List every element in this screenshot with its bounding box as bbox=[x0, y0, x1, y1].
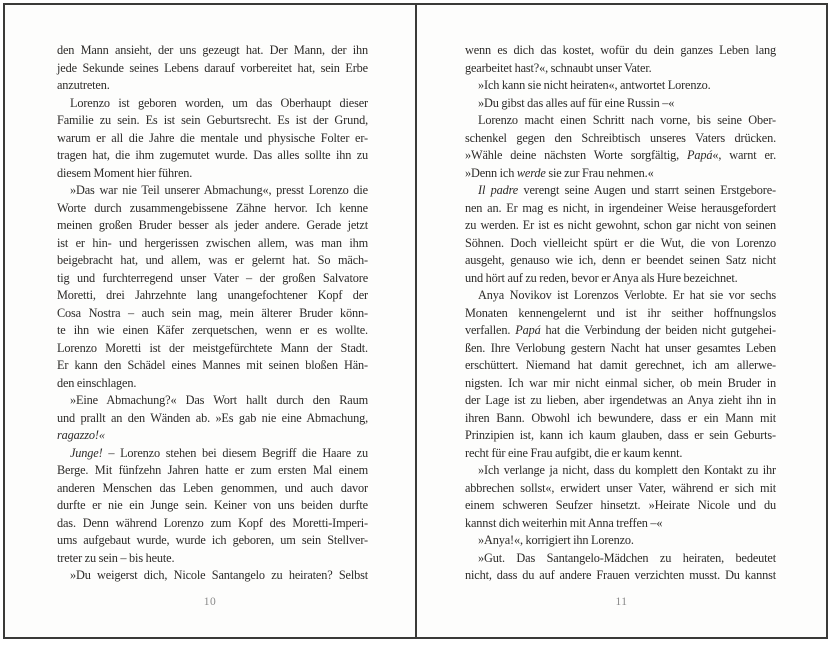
text-line: warum er all die Jahre die mentale und physische Folter er- bbox=[57, 130, 368, 145]
text-line: »Das war nie Teil unserer Abmachung«, presst Lorenzo die bbox=[70, 183, 368, 197]
text-line: ums aufgebaut wurde, wurde ich geboren, um sein Stellver- bbox=[57, 533, 368, 547]
text-line: Berge. Mit fünfzehn Jahren hatte er zum ersten Mal einem bbox=[57, 463, 368, 477]
text-line: jede Sekunde seines Lebens darauf vorbereitet hat, sein Erbe bbox=[57, 60, 368, 75]
text-line: Er kann den Schädel eines Mannes mit seinen bloßen Hän- bbox=[57, 358, 368, 372]
left-page-number: 10 bbox=[203, 596, 217, 608]
text-line: den einschlagen. bbox=[57, 375, 137, 390]
text-line: ihren Bann. Obwohl ich bewundere, dass er ein Mann mit bbox=[465, 410, 776, 425]
text-line: beigebracht hat, und allem, was er gelernt hat. So mäch- bbox=[57, 253, 368, 267]
text-line: wenn es dich das kostet, wofür du dein ganzes Leben lang bbox=[465, 43, 776, 57]
text-line: und hört auf zu reden, bevor er Anya als Hure bezeichnet. bbox=[465, 270, 738, 285]
text-line: »Wähle deine nächsten Worte sorgfältig, Papá«, warnt er. bbox=[465, 148, 776, 162]
text-line: »Anya!«, korrigiert ihn Lorenzo. bbox=[478, 533, 634, 547]
left-page bbox=[5, 5, 415, 637]
text-line: »Eine Abmachung?« Das Wort hallt durch den Raum bbox=[70, 393, 368, 407]
text-line: Familie zu sein. Es ist sein Geburtsrecht. Es ist der Grund, bbox=[57, 113, 368, 127]
text-line: tig und furchterregend unser Vater – der großen Salvatore bbox=[57, 270, 368, 285]
right-page-text bbox=[465, 42, 776, 585]
text-line: Cosa Nostra – auch sein mag, mein älterer Bruder könn- bbox=[57, 305, 368, 320]
text-line: erschüttert. Niemand hat damit gerechnet, ich am allerwe- bbox=[465, 358, 776, 372]
text-line: nen an. Er mag es nicht, in irgendeiner Weise herausgefordert bbox=[465, 200, 776, 215]
text-line: anzutreten. bbox=[57, 78, 110, 92]
text-line: Il padre verengt seine Augen und starrt seinen Erstgebore- bbox=[478, 183, 776, 197]
text-line: Worte durch zusammengebissene Zähne hervor. Ich kenne bbox=[57, 200, 368, 215]
text-line: ausgeht, genauso wie ich, denn er beendet seinen Satz nicht bbox=[465, 253, 776, 267]
text-line: te ihn wie einen Käfer zerquetschen, wenn er es wollte. bbox=[57, 323, 368, 337]
text-line: meinen großen Bruder besser als jeder andere. Gerade jetzt bbox=[57, 218, 368, 232]
book-spread bbox=[3, 3, 828, 639]
text-line: nigsten. Ich war mir nicht einmal sicher, ob mein Bruder in bbox=[465, 375, 776, 390]
text-line: durfte er nie ein Junge sein. Keiner von uns beiden durfte bbox=[57, 498, 368, 512]
text-line: Moretti, drei Jahrzehnte lang unangefochtener Kopf der bbox=[57, 288, 368, 302]
text-line: anderen Menschen das Leben genommen, und auch davor bbox=[57, 480, 368, 495]
text-line: abbrechen sollst«, erwidert unser Vater, während er sich mit bbox=[465, 480, 776, 495]
text-line: Anya Novikov ist Lorenzos Verlobte. Er hat sie vor sechs bbox=[478, 288, 776, 302]
text-line: »Du weigerst dich, Nicole Santangelo zu heiraten? Selbst bbox=[70, 568, 368, 582]
text-line: »Du gibst das alles auf für eine Russin –« bbox=[478, 95, 675, 110]
text-line: tragen hat, die ihm zugemutet wurde. Das alles sollte ihn zu bbox=[57, 148, 368, 162]
text-line: kannst dich weiterhin mit Anna treffen –« bbox=[465, 515, 663, 530]
text-line: »Gut. Das Santangelo-Mädchen zu heiraten, bedeutet bbox=[478, 550, 776, 565]
text-line: »Denn ich werde sie zur Frau nehmen.« bbox=[465, 165, 654, 180]
text-line: verfallen. Papá hat die Verbindung der beiden nicht gutgehei- bbox=[465, 323, 776, 337]
text-line: ist er hin- und hergerissen zwischen allem, was man ihm bbox=[57, 235, 368, 250]
text-line: Lorenzo ist geboren worden, um das Oberhaupt dieser bbox=[70, 95, 368, 110]
text-line: Söhnen. Doch vielleicht spürt er die Wut, die von Lorenzo bbox=[465, 235, 776, 250]
right-page bbox=[415, 5, 826, 637]
text-line: diesem Moment hier führen. bbox=[57, 165, 193, 180]
right-page-number: 11 bbox=[615, 596, 628, 608]
left-page-text bbox=[57, 42, 368, 585]
text-line: nicht, dass du auf andere Frauen verzichten musst. Du kannst bbox=[465, 568, 776, 582]
text-line: Monaten kennengelernt und ist ihr seither hoffnungslos bbox=[465, 305, 776, 320]
text-line: Prinzipien ist, kann ich kaum glauben, dass er sein Geburts- bbox=[465, 428, 776, 442]
text-line: einem schweren Seufzer hinsetzt. »Heirate Nicole und du bbox=[465, 498, 776, 512]
text-line: treter zu sein – bis heute. bbox=[57, 550, 175, 565]
text-line: recht für eine Frau aufgibt, die er kaum kennt. bbox=[465, 445, 683, 460]
text-line: der Lage ist zu lieben, aber irgendetwas an Anya zieht ihn in bbox=[465, 393, 776, 407]
text-line: gearbeitet hast?«, schnaubt unser Vater. bbox=[465, 60, 652, 75]
text-line: Lorenzo Moretti ist der meistgefürchtete Mann der Stadt. bbox=[57, 340, 368, 355]
text-line: zu werden. Er ist es nicht gewohnt, schon gar nicht von seinen bbox=[465, 218, 776, 232]
text-line: ßen. Ihre Verlobung gestern Nacht hat unser gesamtes Leben bbox=[465, 340, 776, 355]
text-line: und prallt an den Wänden ab. »Es gab nie eine Abmachung, bbox=[57, 410, 368, 425]
text-line: »Ich verlange ja nicht, dass du komplett den Kontakt zu ihr bbox=[478, 463, 776, 477]
text-line: Lorenzo macht einen Schritt nach vorne, bis seine Ober- bbox=[478, 113, 776, 127]
text-line: schenkel gegen den Schreibtisch unseres Vaters drücken. bbox=[465, 130, 776, 145]
text-line: das. Denn während Lorenzo zum Kopf des Moretti-Imperi- bbox=[57, 515, 368, 530]
text-line: »Ich kann sie nicht heiraten«, antwortet Lorenzo. bbox=[478, 78, 711, 92]
text-line: Junge! – Lorenzo stehen bei diesem Begriff die Haare zu bbox=[70, 445, 368, 460]
text-line: ragazzo!« bbox=[57, 428, 105, 442]
text-line: den Mann ansieht, der uns gezeugt hat. Der Mann, der ihn bbox=[57, 43, 368, 57]
